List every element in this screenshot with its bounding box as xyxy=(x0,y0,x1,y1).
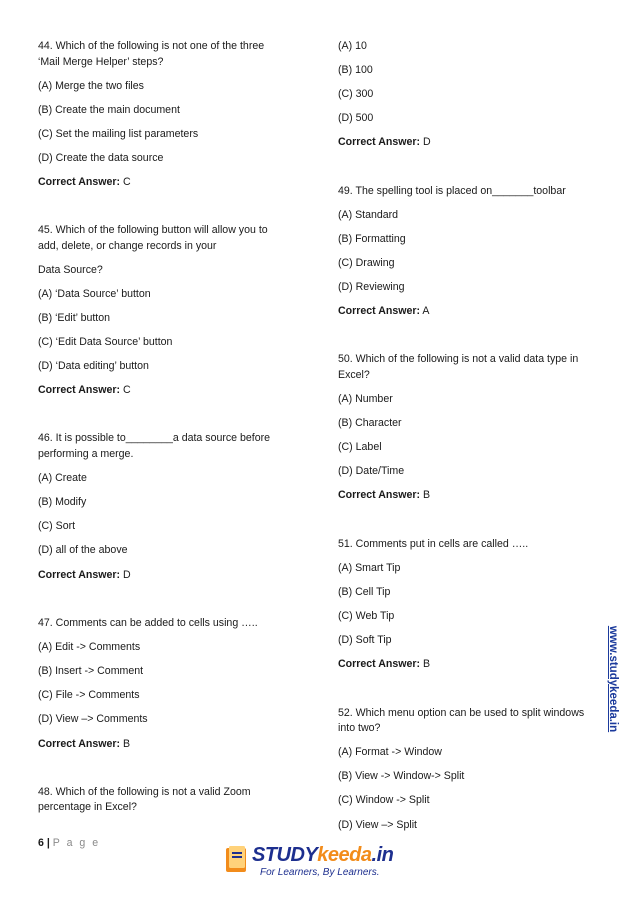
correct-answer-value: C xyxy=(120,176,131,188)
question-text-line: (C) Window -> Split xyxy=(338,794,430,806)
question-text-line: (A) Edit -> Comments xyxy=(38,641,141,653)
page-number: 6 xyxy=(38,837,44,849)
question-text-line: (A) Create xyxy=(38,472,87,484)
logo-word-in: .in xyxy=(371,844,394,866)
question-text-line: (B) Cell Tip xyxy=(338,586,391,598)
question-text-line: 49. The spelling tool is placed on_______toolbar xyxy=(338,185,566,197)
question-text-line: (C) Label xyxy=(338,441,382,453)
question-text-line: (D) ‘Data editing’ button xyxy=(38,360,149,372)
correct-answer-line xyxy=(338,304,429,318)
logo-wordmark xyxy=(252,844,393,867)
correct-answer-label: Correct Answer: xyxy=(38,384,121,396)
correct-answer-line xyxy=(38,383,131,397)
question-text-line: (B) Insert -> Comment xyxy=(38,665,144,677)
correct-answer-line xyxy=(38,737,130,751)
correct-answer-value: B xyxy=(420,658,431,670)
question-text-line: (A) Number xyxy=(338,393,393,405)
question-text-line: 50. Which of the following is not a valid data type in xyxy=(338,353,579,365)
correct-answer-line xyxy=(38,568,131,582)
question-text-line: (C) ‘Edit Data Source’ button xyxy=(38,336,173,348)
question-text-line: percentage in Excel? xyxy=(38,801,137,813)
question-text-line: add, delete, or change records in your xyxy=(38,240,217,252)
correct-answer-line xyxy=(338,135,431,149)
question-text-line: (D) View –> Comments xyxy=(38,713,148,725)
question-text-line: (A) Smart Tip xyxy=(338,562,401,574)
correct-answer-line xyxy=(338,488,430,502)
question-text-line: (A) Standard xyxy=(338,209,399,221)
question-text-line: (D) 500 xyxy=(338,112,374,124)
correct-answer-value: D xyxy=(420,136,431,148)
correct-answer-line xyxy=(338,657,430,671)
question-text-line: (A) ‘Data Source’ button xyxy=(38,288,151,300)
question-text-line: (C) 300 xyxy=(338,88,374,100)
question-text-line: 48. Which of the following is not a valid Zoom xyxy=(38,786,251,798)
question-text-line: (D) all of the above xyxy=(38,544,128,556)
question-text-line: (D) View –> Split xyxy=(338,819,417,831)
question-text-line: (D) Reviewing xyxy=(338,281,405,293)
question-text-line: into two? xyxy=(338,722,381,734)
question-text-line: (B) Modify xyxy=(38,496,87,508)
correct-answer-value: A xyxy=(420,305,430,317)
question-text-line: (B) Create the main document xyxy=(38,104,180,116)
correct-answer-label: Correct Answer: xyxy=(38,738,121,750)
question-text-line: (A) Format -> Window xyxy=(338,746,442,758)
correct-answer-label: Correct Answer: xyxy=(338,489,421,501)
question-text-line: (C) Drawing xyxy=(338,257,395,269)
studykeeda-logo xyxy=(224,842,396,884)
question-text-line: (A) 10 xyxy=(338,40,367,52)
question-text-line: (C) Set the mailing list parameters xyxy=(38,128,199,140)
correct-answer-line xyxy=(38,175,131,189)
watermark-text[interactable]: www.studykeeda.in xyxy=(607,625,619,733)
logo-word-study: STUDY xyxy=(252,844,318,866)
watermark-link[interactable] xyxy=(604,620,622,738)
correct-answer-value: C xyxy=(120,384,131,396)
question-text-line: (B) Character xyxy=(338,417,402,429)
question-text-line: (B) ‘Edit’ button xyxy=(38,312,111,324)
correct-answer-value: B xyxy=(120,738,131,750)
question-text-line: (D) Soft Tip xyxy=(338,634,392,646)
correct-answer-value: B xyxy=(420,489,431,501)
logo-word-keeda: keeda xyxy=(317,844,372,866)
question-text-line: (C) Sort xyxy=(38,520,76,532)
page-footer xyxy=(38,837,100,849)
question-text-line: Data Source? xyxy=(38,264,103,276)
question-text-line: (C) File -> Comments xyxy=(38,689,140,701)
correct-answer-label: Correct Answer: xyxy=(338,658,421,670)
question-text-line: (B) 100 xyxy=(338,64,373,76)
correct-answer-value: D xyxy=(120,569,131,581)
question-text-line: 51. Comments put in cells are called ….. xyxy=(338,538,529,550)
question-text-line: 46. It is possible to________a data source before xyxy=(38,432,271,444)
page-word: P a g e xyxy=(52,837,101,849)
correct-answer-label: Correct Answer: xyxy=(38,176,121,188)
question-text-line: 45. Which of the following button will allow you to xyxy=(38,224,268,236)
question-text-line: performing a merge. xyxy=(38,448,134,460)
book-logo-icon xyxy=(224,844,250,874)
page-separator: | xyxy=(43,837,53,849)
correct-answer-label: Correct Answer: xyxy=(338,305,421,317)
question-text-line: (A) Merge the two files xyxy=(38,80,144,92)
question-text-line: Excel? xyxy=(338,369,370,381)
question-text-line: 44. Which of the following is not one of the three xyxy=(38,40,265,52)
logo-tagline: For Learners, By Learners. xyxy=(260,867,380,878)
correct-answer-label: Correct Answer: xyxy=(38,569,121,581)
question-text-line: (D) Date/Time xyxy=(338,465,405,477)
question-text-line: 52. Which menu option can be used to split windows xyxy=(338,707,585,719)
question-text-line: 47. Comments can be added to cells using ….. xyxy=(38,617,258,629)
question-text-line: (C) Web Tip xyxy=(338,610,395,622)
correct-answer-label: Correct Answer: xyxy=(338,136,421,148)
question-text-line: (B) View -> Window-> Split xyxy=(338,770,465,782)
question-text-line: (D) Create the data source xyxy=(38,152,164,164)
question-text-line: ‘Mail Merge Helper’ steps? xyxy=(38,56,164,68)
question-text-line: (B) Formatting xyxy=(338,233,406,245)
